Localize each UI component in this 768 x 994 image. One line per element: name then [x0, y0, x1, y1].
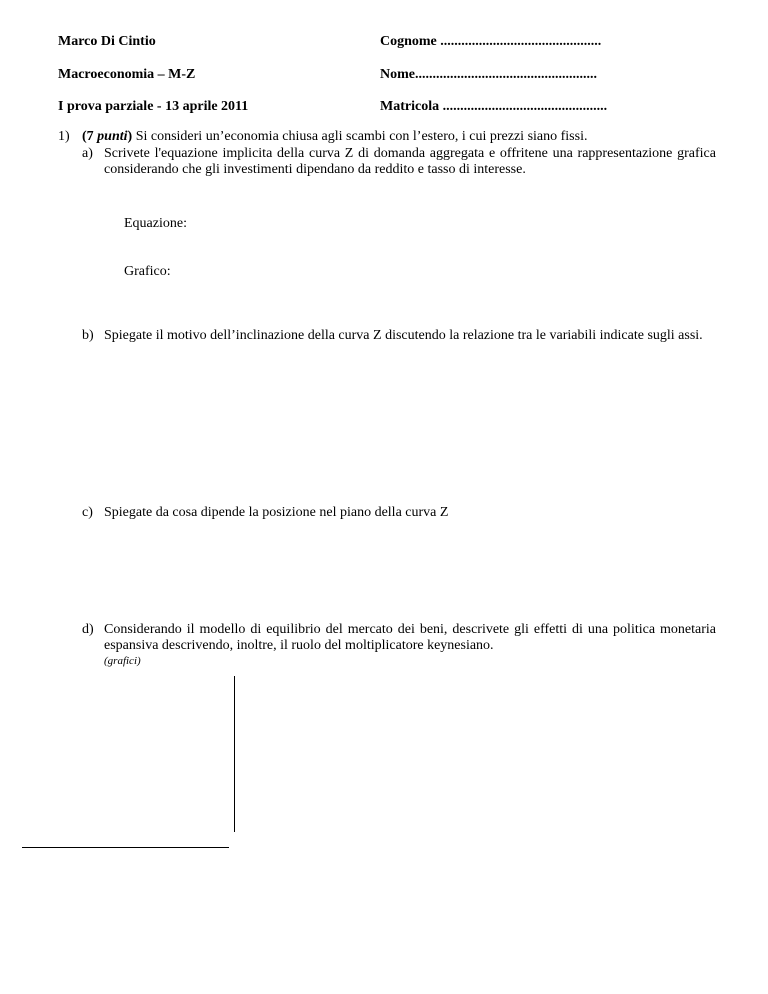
author-name: Marco Di Cintio [58, 34, 156, 49]
part-d-text: Considerando il modello di equilibrio del mercato dei beni, descrivete gli effetti di una politica monetaria espansiva descrivendo, inoltre, il ruolo del moltiplicatore keynesiano. [104, 622, 716, 653]
exam-title: I prova parziale - 13 aprile 2011 [58, 99, 249, 114]
course-name: Macroeconomia – M-Z [58, 67, 196, 82]
name-field[interactable]: Nome.................................................... [380, 67, 597, 82]
part-a-text: Scrivete l'equazione implicita della curva Z di domanda aggregata e offritene una rappresentazione grafica considerando che gli investimenti dipendano da reddito e tasso di interesse. [104, 146, 716, 177]
question-intro [82, 129, 587, 145]
graph-y-axis [234, 676, 235, 832]
question-number: 1) [58, 129, 70, 144]
surname-field[interactable]: Cognome .............................................. [380, 34, 602, 49]
part-a-label: a) [82, 146, 93, 161]
part-c-label: c) [82, 505, 93, 520]
equation-label: Equazione: [124, 216, 187, 231]
question-intro-text: Si consideri un’economia chiusa agli scambi con l’estero, i cui prezzi siano fissi. [132, 129, 588, 144]
graph-note: (grafici) [104, 655, 141, 667]
question-points: (7 punti) [82, 129, 133, 144]
graph-label: Grafico: [124, 264, 171, 279]
part-b-label: b) [82, 328, 94, 343]
part-b-text: Spiegate il motivo dell’inclinazione della curva Z discutendo la relazione tra le variabili indicate sugli assi. [104, 328, 703, 343]
part-c-text: Spiegate da cosa dipende la posizione nel piano della curva Z [104, 505, 449, 520]
graph-x-axis [22, 847, 229, 848]
part-d-label: d) [82, 622, 94, 637]
student-id-field[interactable]: Matricola ............................................... [380, 99, 608, 114]
